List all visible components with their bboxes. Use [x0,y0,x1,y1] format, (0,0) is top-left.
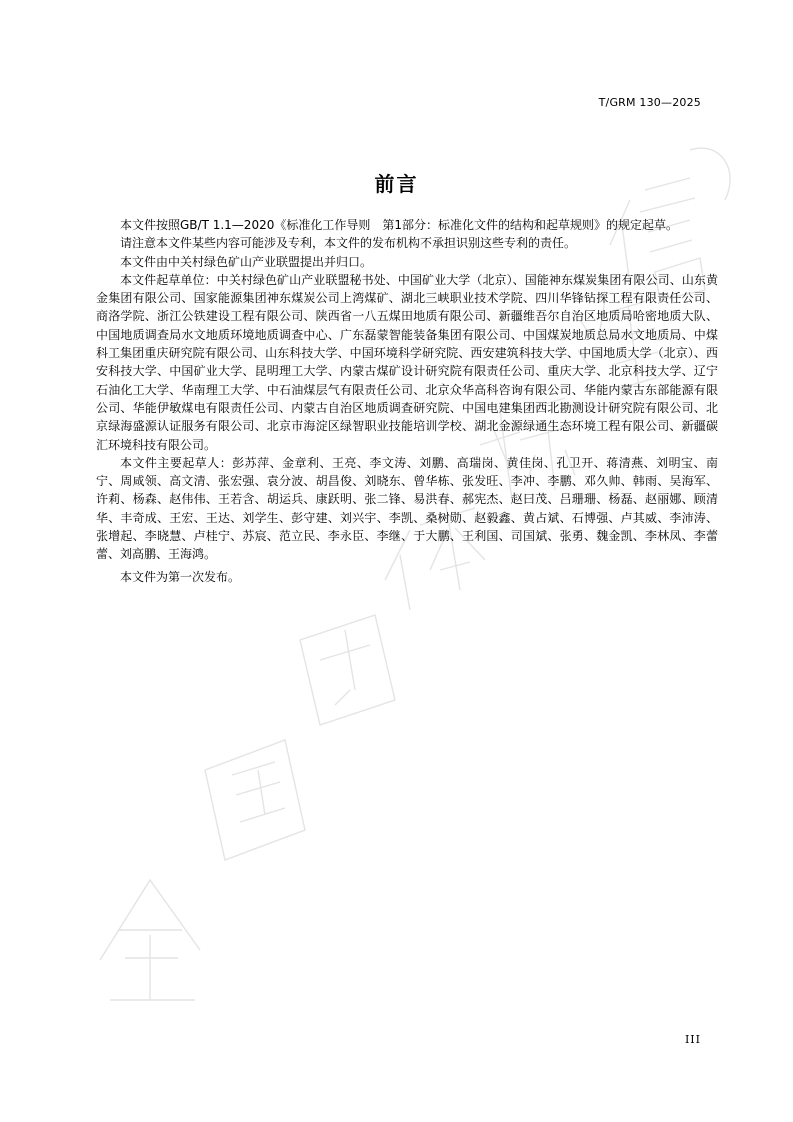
paragraph-proposer: 本文件由中关村绿色矿山产业联盟提出并归口。 [120,254,373,269]
paragraph-drafting-rules: 本文件按照GB/T 1.1—2020《标准化工作导则 第1部分：标准化文件的结构和起草规则》的规定起草。 [120,218,678,232]
paragraph-drafters: 本文件主要起草人：彭苏萍、金章利、王亮、李文涛、刘鹏、高瑞岗、黄佳岗、孔卫开、蒋清燕、刘明宝、南宁、周咸领、高文清、张宏强、袁分波、胡昌俊、刘晓东、曾华栋、张发旺、李冲、李鹏、邓久帅、韩雨、吴海军、许莉、杨森、赵伟伟、王若含、胡运兵、康跃明、张二锋、易洪春、郝宪杰、赵曰茂、吕珊珊、杨磊、赵丽娜、顾清华、丰奇成、王宏、王达、刘学生、彭守建、刘兴宇、李凯、桑树勋、赵毅鑫、黄占斌、石博强、卢其威、李沛涛、张增起、李晓慧、卢桂宁、苏宸、范立民、李永臣、李继、于大鹏、王利国、司国斌、张勇、魏金凯、李林凤、李蕾蕾、刘高鹏、王海鸿。 [96,455,718,562]
paragraph-drafting-units: 本文件起草单位：中关村绿色矿山产业联盟秘书处、中国矿业大学（北京）、国能神东煤炭集团有限公司、山东黄金集团有限公司、国家能源集团神东煤炭公司上湾煤矿、湖北三峡职业技术学院、四川华锋钻探工程有限责任公司、商洛学院、浙江公铁建设工程有限公司、陕西省一八五煤田地质有限公司、新疆维吾尔自治区地质局哈密地质大队、中国地质调查局水文地质环境地质调查中心、广东磊蒙智能装备集团有限公司、中国煤炭地质总局水文地质局、中煤科工集团重庆研究院有限公司、山东科技大学、中国环境科学研究院、西安建筑科技大学、中国地质大学（北京）、西安科技大学、中国矿业大学、昆明理工大学、内蒙古煤矿设计研究院有限责任公司、重庆大学、北京科技大学、辽宁石油化工大学、华南理工大学、中石油煤层气有限责任公司、北京众华高科咨询有限公司、华能内蒙古东部能源有限公司、华能伊敏煤电有限责任公司、内蒙古自治区地质调查研究院、中国电建集团西北勘测设计研究院有限公司、北京绿海盛源认证服务有限公司、北京市海淀区绿智职业技能培训学校、湖北金源绿通生态环境工程有限公司、新疆碳汇环境科技有限公司。 [96,272,718,452]
page-number: III [684,1033,701,1046]
standard-code: T/GRM 130—2025 [598,96,701,109]
foreword-body [96,216,718,586]
paragraph-first-release: 本文件为第一次发布。 [120,569,241,584]
page-title: 前言 [374,172,419,196]
paragraph-patent-notice: 请注意本文件某些内容可能涉及专利，本文件的发布机构不承担识别这些专利的责任。 [120,236,577,251]
